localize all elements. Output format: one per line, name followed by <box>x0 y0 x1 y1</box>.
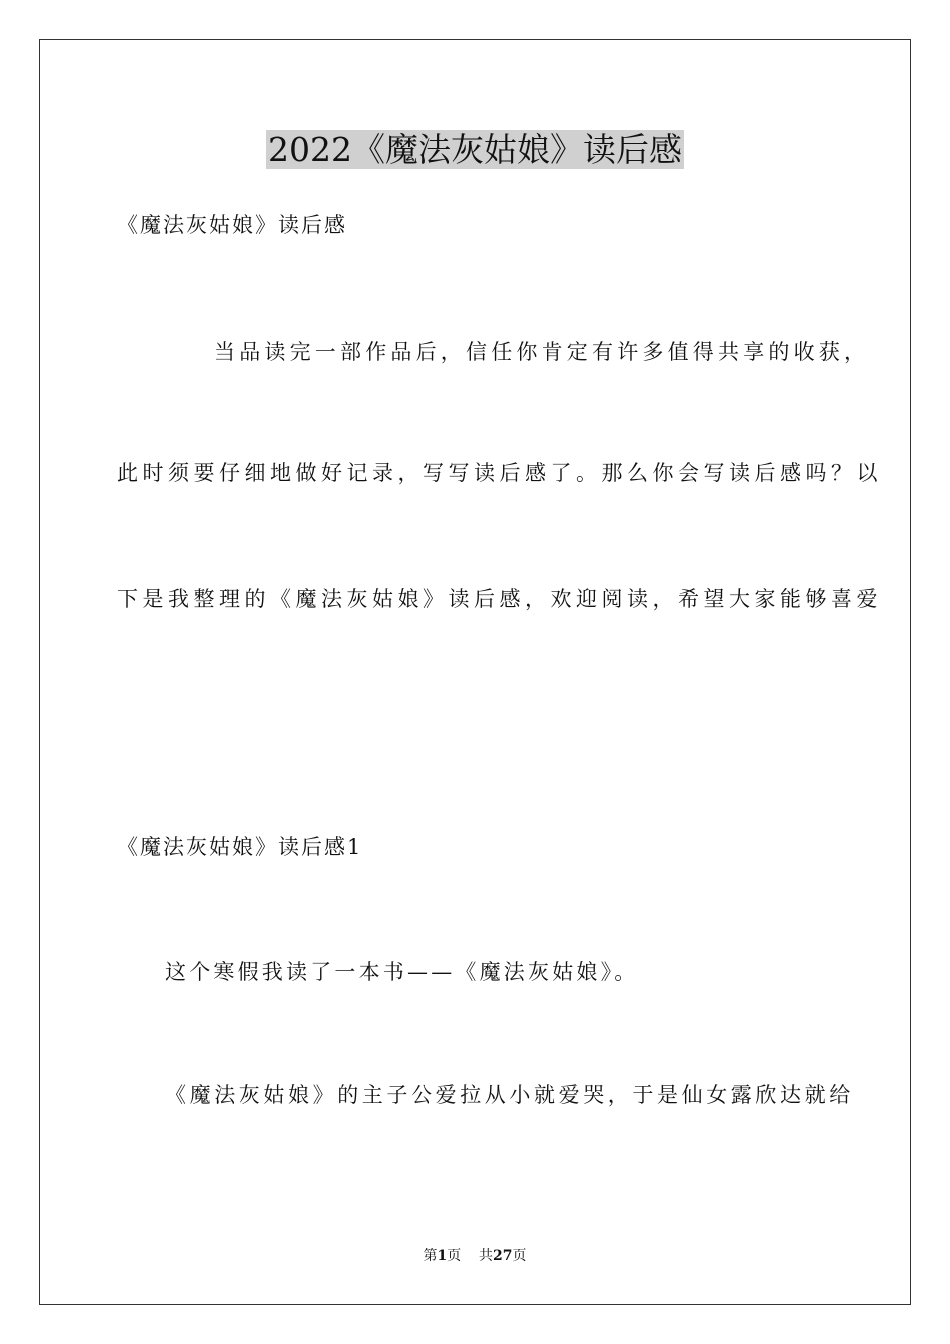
page-footer <box>0 1246 950 1266</box>
document-title-text: 2022《魔法灰姑娘》读后感 <box>268 130 682 169</box>
page-prefix: 第 <box>423 1248 438 1264</box>
paragraph-line: 下是我整理的《魔法灰姑娘》读后感，欢迎阅读，希望大家能够喜爱 <box>117 587 882 611</box>
total-pages: 27 <box>493 1248 513 1264</box>
total-suffix: 页 <box>512 1248 527 1264</box>
paragraph-line: 《魔法灰姑娘》的主子公爱拉从小就爱哭，于是仙女露欣达就给 <box>165 1083 854 1107</box>
page-suffix: 页 <box>447 1248 462 1264</box>
paragraph-line: 这个寒假我读了一本书——《魔法灰姑娘》。 <box>165 960 639 984</box>
paragraph-line: 此时须要仔细地做好记录，写写读后感了。那么你会写读后感吗？以 <box>117 461 882 485</box>
document-title <box>0 128 950 172</box>
subtitle-line: 《魔法灰姑娘》读后感 <box>117 213 347 237</box>
section-heading: 《魔法灰姑娘》读后感1 <box>117 835 363 859</box>
paragraph-line: 当品读完一部作品后，信任你肯定有许多值得共享的收获， <box>214 340 870 364</box>
total-prefix: 共 <box>479 1248 494 1264</box>
page-number: 1 <box>437 1248 448 1264</box>
